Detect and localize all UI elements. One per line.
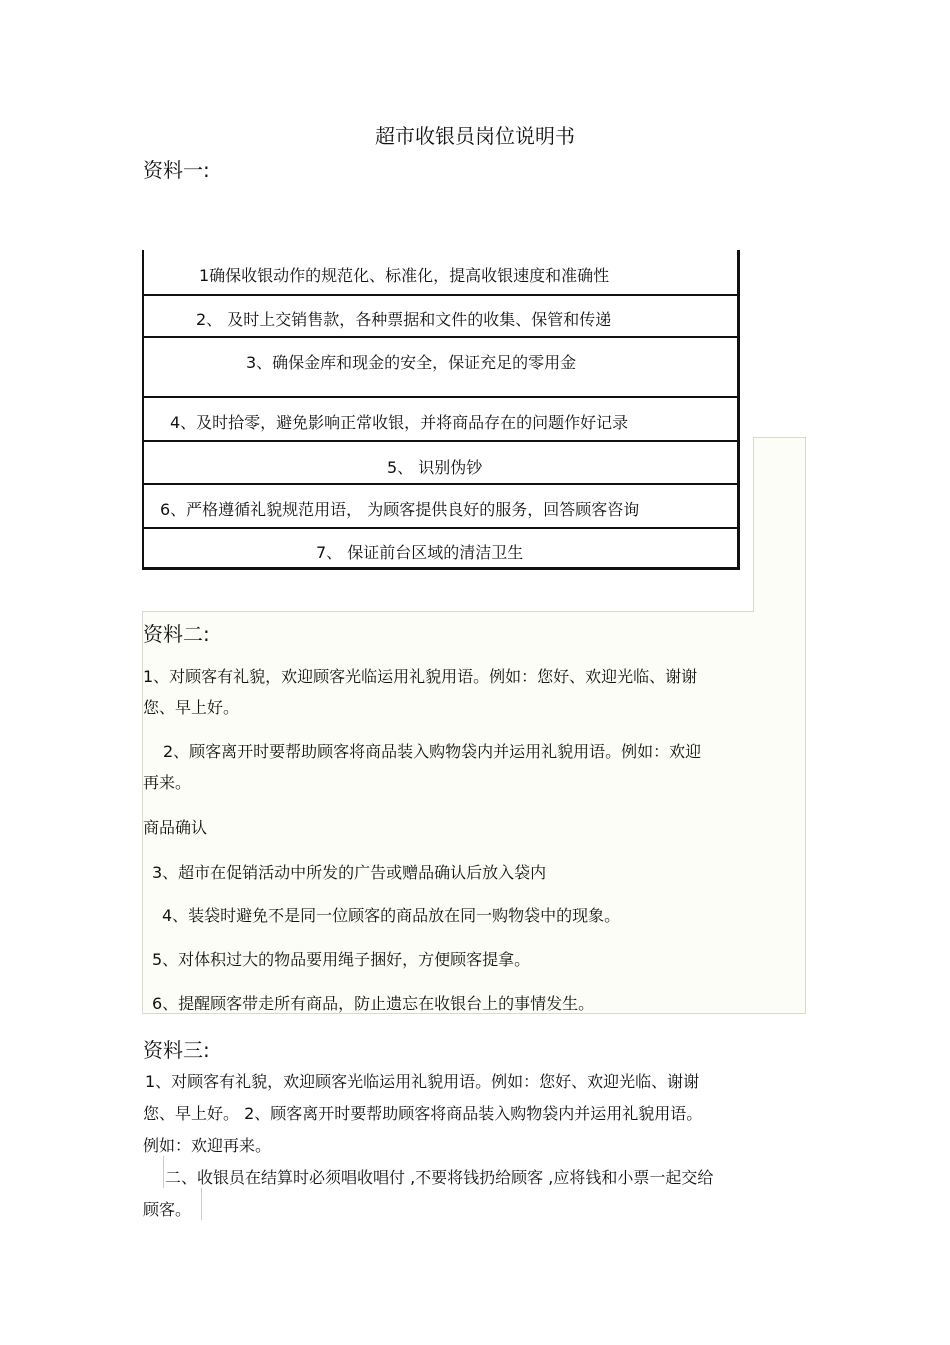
section3-heading: 资料三: [143,1038,210,1062]
table-row [144,294,737,338]
table-row [144,527,737,569]
section2-item5: 5、对体积过大的物品要用绳子捆好，方便顾客提拿。 [152,950,531,969]
section2-item2-line1: 2、顾客离开时要帮助顾客将商品装入购物袋内并运用礼貌用语。例如：欢迎 [163,742,702,761]
table-cell: 3、确保金库和现金的安全，保证充足的零用金 [246,353,577,372]
duty-table [142,250,740,570]
section2-heading: 资料二: [143,622,210,646]
table-cell: 2、 及时上交销售款，各种票据和文件的收集、保管和传递 [196,310,612,329]
table-row [144,250,737,294]
table-row [144,483,737,529]
section2-item1-line2: 您、早上好。 [143,698,240,717]
margin-line [201,1188,202,1220]
section3-line4: 二、收银员在结算时必须唱收唱付 ,不要将钱扔给顾客 ,应将钱和小票一起交给 [165,1168,714,1187]
table-cell: 7、 保证前台区域的清洁卫生 [316,543,524,562]
table-cell: 6、严格遵循礼貌规范用语， 为顾客提供良好的服务，回答顾客咨询 [160,500,640,519]
section3-line1: 1、对顾客有礼貌，欢迎顾客光临运用礼貌用语。例如：您好、欢迎光临、谢谢 [145,1072,700,1091]
table-cell: 4、及时拾零，避免影响正常收银，并将商品存在的问题作好记录 [170,413,629,432]
section2-item4: 4、装袋时避免不是同一位顾客的商品放在同一购物袋中的现象。 [162,906,621,925]
section2-item3: 3、超市在促销活动中所发的广告或赠品确认后放入袋内 [152,863,547,882]
section3-line5: 顾客。 [143,1200,192,1219]
table-row [144,396,737,442]
table-row [144,440,737,485]
section1-heading: 资料一: [143,158,210,182]
table-cell: 5、 识别伪钞 [387,458,483,477]
section2-subheading: 商品确认 [143,818,208,837]
section3-line2: 您、早上好。 2、顾客离开时要帮助顾客将商品装入购物袋内并运用礼貌用语。 [143,1104,703,1123]
section2-item6: 6、提醒顾客带走所有商品，防止遗忘在收银台上的事情发生。 [152,994,595,1013]
table-cell: 1确保收银动作的规范化、标准化，提高收银速度和准确性 [199,266,610,285]
margin-line [163,1156,164,1188]
section2-item2-line2: 再来。 [143,773,192,792]
section3-line3: 例如：欢迎再来。 [143,1136,272,1155]
table-row [144,336,737,398]
section2-item1-line1: 1、对顾客有礼貌，欢迎顾客光临运用礼貌用语。例如：您好、欢迎光临、谢谢 [143,667,698,686]
page-title: 超市收银员岗位说明书 [375,124,575,148]
